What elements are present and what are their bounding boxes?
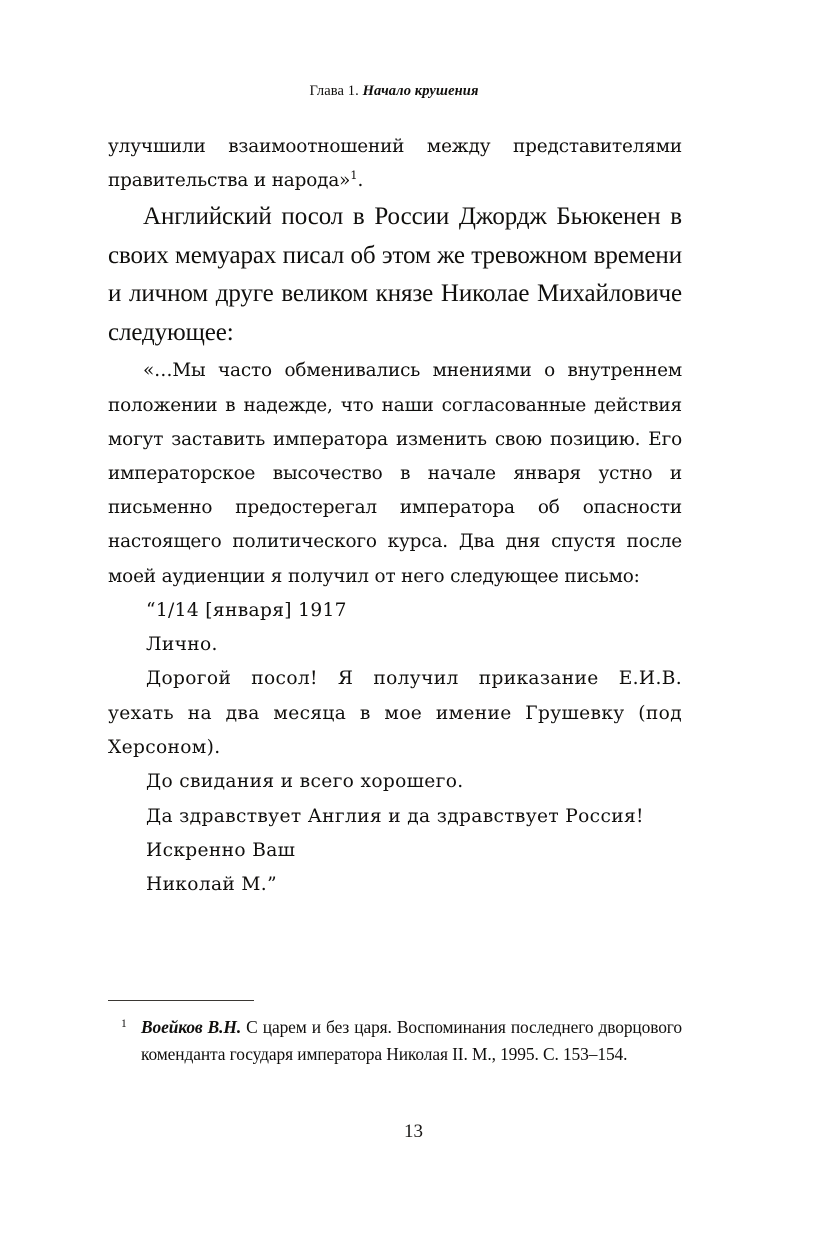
footnote-separator-rule (108, 1000, 254, 1001)
page-number: 13 (404, 1121, 423, 1142)
footnote-author: Воейков В.Н. (141, 1017, 242, 1037)
paragraph-continued-period: . (357, 170, 364, 192)
footnote-entry (108, 1014, 682, 1067)
paragraph-main: Английский посол в России Джордж Бьюкенен в своих мемуарах писал об этом же тревожном времени и личном друге великом князе Николае Михайловиче следующее: (108, 203, 682, 346)
running-head (108, 82, 680, 100)
letter-date-line: “1/14 [января] 1917 (146, 599, 347, 621)
letter-block (108, 594, 682, 903)
letter-toast-line: Да здравствует Англия и да здравствует Россия! (146, 805, 644, 827)
letter-farewell-line: До свидания и всего хорошего. (146, 771, 464, 793)
footnote-number: 1 (121, 1018, 127, 1030)
footnote-reference[interactable]: 1 (350, 168, 358, 183)
letter-signature-line: Николай М.” (146, 874, 277, 896)
letter-privacy-line: Лично. (146, 634, 218, 656)
paragraph-continued-text: улучшили взаимоотношений между представителями правительства и народа» (108, 136, 682, 192)
quote-paragraph: «…Мы часто обменивались мнениями о внутреннем положении в надежде, что наши согласованные действия могут заставить императора изменить свою позицию. Его императорское высочество в начале января устно и письменно предостерегал императора об опасности настоящего политического курса. Два дня спустя после моей аудиенции я получил от него следующее письмо: (108, 360, 682, 587)
quote-block (108, 354, 682, 593)
running-head-chapter: Глава 1. (309, 83, 359, 99)
paragraph-continued (108, 130, 682, 198)
text-block (108, 130, 682, 903)
letter-closing-line: Искренно Ваш (146, 839, 296, 861)
footnote-area (108, 1000, 682, 1067)
running-head-title: Начало крушения (362, 83, 479, 99)
letter-body-line: Дорогой посол! Я получил приказание Е.И.В. уехать на два месяца в мое имение Грушевку (под Херсоном). (108, 668, 682, 759)
footnote-text: С царем и без царя. Воспоминания последнего дворцового коменданта государя императора Николая II. М., 1995. С. 153–154. (141, 1017, 682, 1064)
